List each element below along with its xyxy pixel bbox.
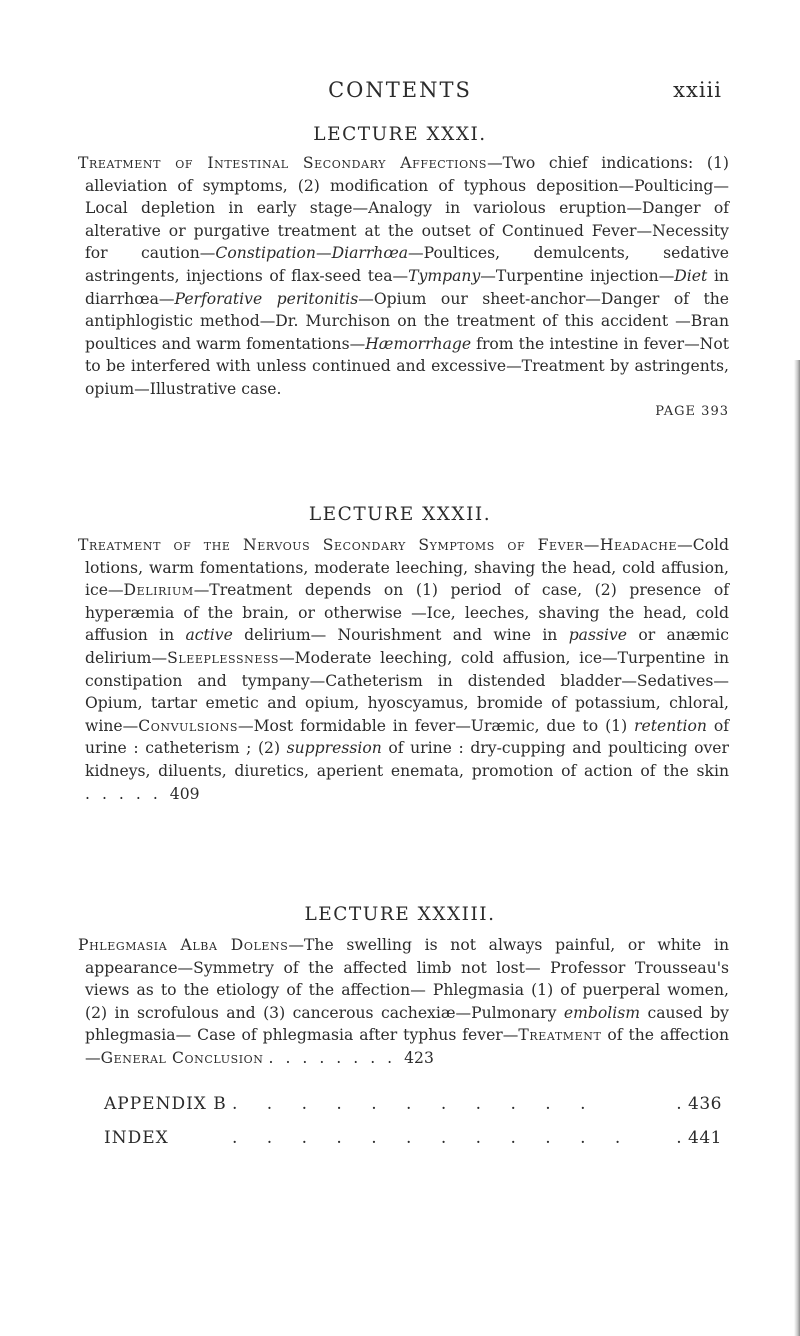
leader-dots: . . . . . . . . . . .	[232, 1094, 598, 1114]
lecture-summary-xxxii	[78, 534, 729, 805]
lecture-summary-xxxiii	[78, 934, 729, 1070]
running-head	[0, 78, 800, 110]
toc-label: INDEX	[104, 1128, 169, 1148]
page-edge-shadow	[794, 360, 800, 1336]
leader-dots: ........	[268, 1048, 405, 1067]
page-ref-xxxii: 409	[169, 784, 200, 803]
toc-page-number: . 441	[676, 1128, 722, 1148]
leader-dots: . . . . . . . . . . . .	[232, 1128, 633, 1148]
lecture-heading-xxxiii: LECTURE XXXIII.	[304, 904, 496, 925]
running-head-title: CONTENTS	[328, 78, 472, 102]
lecture-heading-xxxii: LECTURE XXXII.	[308, 504, 492, 525]
lecture-heading-xxxi: LECTURE XXXI.	[313, 124, 487, 145]
lecture-body-xxxiii: Phlegmasia Alba Dolens—The swelling is not always painful, or white in appearance—Symmetry of the affected limb not lost— Professor Trousseau's views as to the etiology of the affection— Phlegmasia (1) of puerperal women, (2) in scrofulous and (3) cancerous cachexiæ—Pulmonary embolism caused by phlegmasia— Case of phlegmasia after typhus fever—Treatment of the affection —General Conclusion	[78, 936, 729, 1067]
toc-entry-appendix-b	[104, 1094, 722, 1118]
lecture-body-xxxii: Treatment of the Nervous Secondary Symptoms of Fever—Headache—Cold lotions, warm fomentations, moderate leeching, shaving the head, cold affusion, ice—Delirium—Treatment depends on (1) period of case, (2) presence of hyperæmia of the brain, or otherwise —Ice, leeches, shaving the head, cold affusion in active delirium— Nourishment and wine in passive or anæmic delirium—Sleeplessness—Moderate leeching, cold affusion, ice—Turpentine in constipation and tympany—Catheterism in distended bladder—Sedatives— Opium, tartar emetic and opium, hyoscyamus, bromide of potassium, chloral, wine—Convulsions—Most formidable in fever—Uræmic, due to (1) retention of urine : catheterism ; (2) suppression of urine : dry-cupping and poulticing over kidneys, diluents, diuretics, aperient enemata, promotion of action of the skin	[78, 536, 729, 780]
lecture-body-xxxi: —Two chief indications: (1) alleviation of symptoms, (2) modification of typhous deposition—Poulticing—Local depletion in early stage—Analogy in variolous eruption—Danger of alterative or purgative treatment at the outset of Continued Fever—Necessity for caution—Constipation—Diarrhœa—Poultices, demulcents, sedative astringents, injections of flax-seed tea—Tympany—Turpentine injection—Diet in diarrhœa—Perforative peritonitis—Opium our sheet-anchor—Danger of the antiphlogistic method—Dr. Murchison on the treatment of this accident —Bran poultices and warm fomentations—Hæmorrhage from the intestine in fever—Not to be interfered with unless continued and excessive—Treatment by astringents, opium—Illustrative case.	[85, 154, 730, 398]
page-ref-xxxiii: 423	[404, 1048, 434, 1067]
toc-page-number: . 436	[676, 1094, 722, 1114]
lecture-summary-xxxi	[78, 152, 729, 423]
page-folio: xxiii	[673, 78, 722, 102]
page-ref-xxxi: PAGE 393	[655, 403, 729, 419]
toc-label: APPENDIX B	[104, 1094, 227, 1114]
lecture-lead-xxxi: Treatment of Intestinal Secondary Affections	[78, 154, 488, 172]
leader-dots: .....	[85, 784, 170, 803]
toc-entry-index	[104, 1128, 722, 1152]
